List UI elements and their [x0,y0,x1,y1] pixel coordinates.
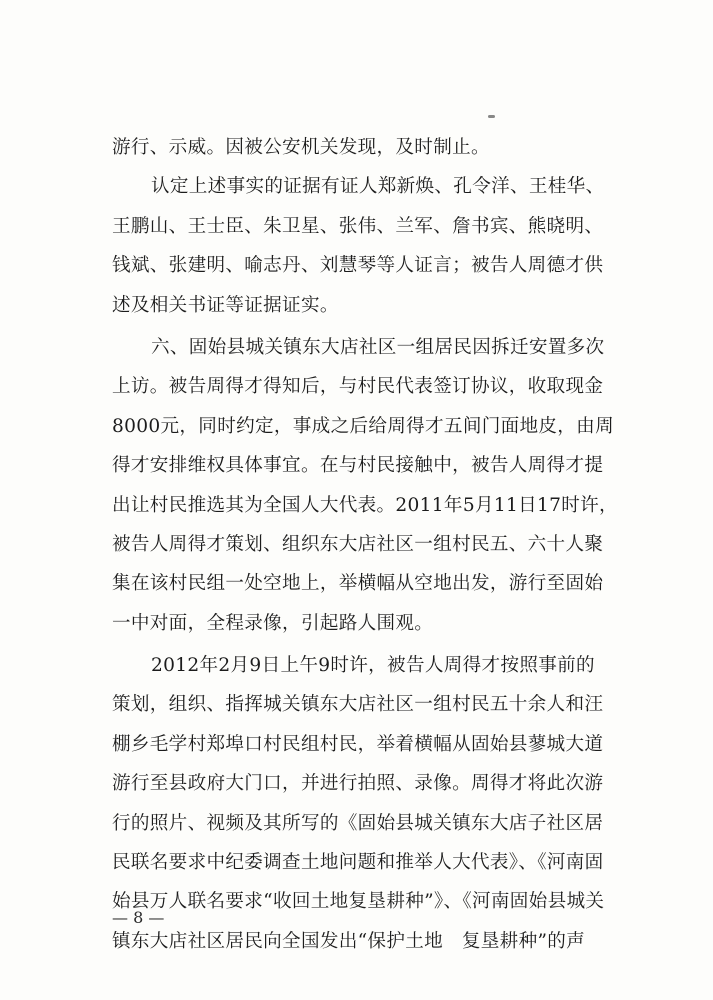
text-line: 得才安排维权具体事宜。在与村民接触中，被告人周得才提 [112,455,604,477]
text-line: 被告人周得才策划、组织东大店社区一组村民五、六十人聚 [112,533,604,555]
scan-speck [488,115,495,118]
text-line: 集在该村民组一处空地上，举横幅从空地出发，游行至固始 [112,573,604,595]
text-line: 述及相关书证等证据证实。 [112,294,339,316]
text-line: 上访。被告周得才得知后，与村民代表签订协议，收取现金 [112,376,604,398]
text-line: 出让村民推选其为全国人大代表。2011年5月11日17时许， [112,494,618,516]
text-line: 始县万人联名要求“收回土地复垦耕种”》、《河南固始县城关 [112,891,605,913]
text-line: 认定上述事实的证据有证人郑新焕、孔令洋、王桂华、 [151,176,605,198]
text-line: 棚乡毛学村郑埠口村民组村民，举着横幅从固始县蓼城大道 [112,733,604,755]
text-line: 游行、示威。因被公安机关发现，及时制止。 [112,137,490,158]
text-line: 民联名要求中纪委调查土地问题和推举人大代表》、《河南固 [112,852,604,874]
text-line: 六、固始县城关镇东大店社区一组居民因拆迁安置多次 [151,336,605,358]
text-line: 2012年2月9日上午9时许，被告人周得才按照事前的 [151,655,595,677]
document-body [112,128,620,961]
text-line: 镇东大店社区居民向全国发出“保护土地 复垦耕种”的声 [112,930,586,952]
text-line: 行的照片、视频及其所写的《固始县城关镇东大店子社区居 [112,812,604,834]
text-line: 8000元，同时约定，事成之后给周得才五间门面地皮，由周 [112,415,614,437]
text-line: 一中对面，全程录像，引起路人围观。 [112,612,434,634]
text-line: 钱斌、张建明、喻志丹、刘慧琴等人证言；被告人周德才供 [112,255,604,277]
text-line: 策划，组织、指挥城关镇东大店社区一组村民五十余人和汪 [112,694,604,716]
text-line: 游行至县政府大门口，并进行拍照、录像。周得才将此次游 [112,773,604,795]
text-line: 王鹏山、王士臣、朱卫星、张伟、兰军、詹书宾、熊晓明、 [112,215,604,237]
page-number: — 8 — [112,908,165,927]
